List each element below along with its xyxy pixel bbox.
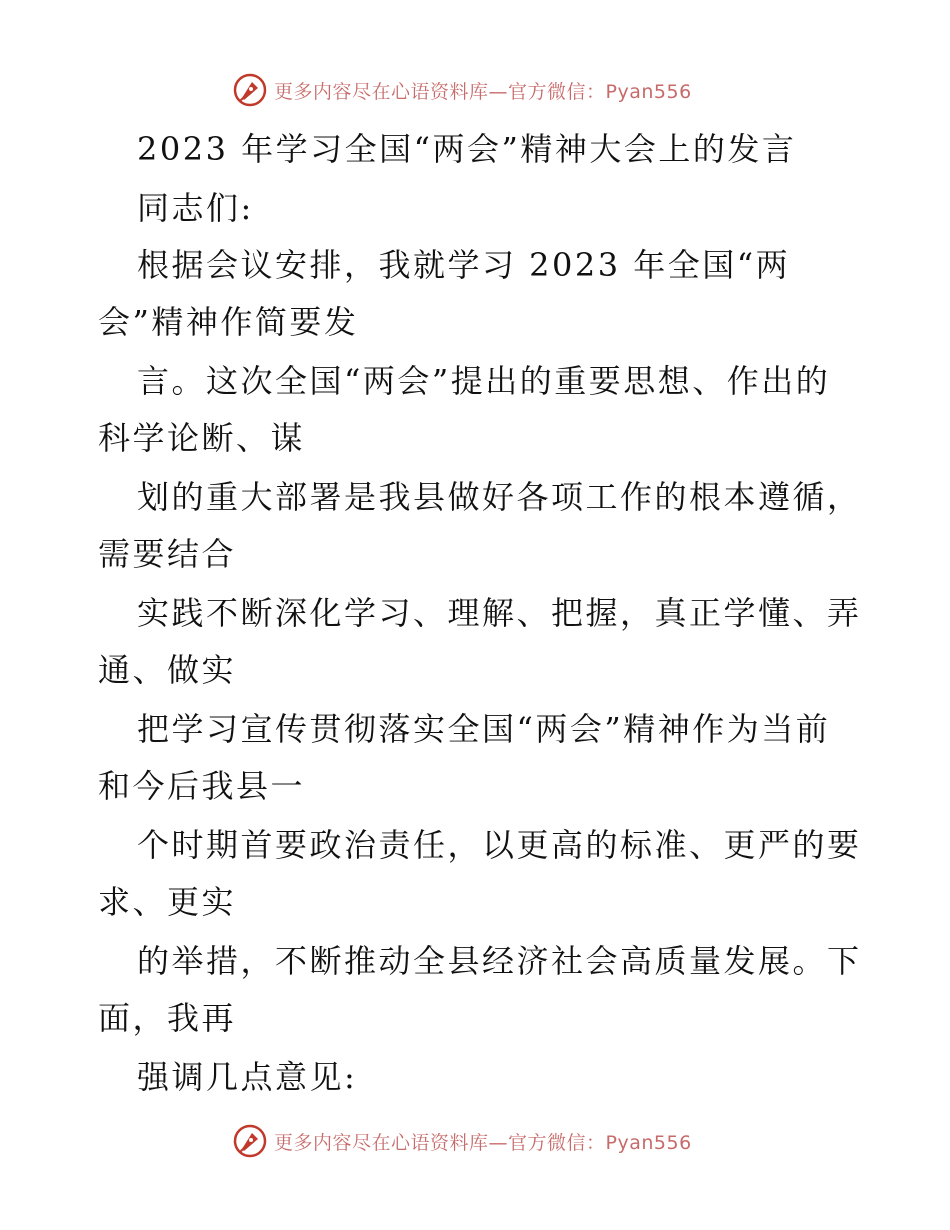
text-line: 个时期首要政治责任，以更高的标准、更严的要 — [137, 826, 862, 864]
text-line: 会”精神作简要发 — [98, 303, 359, 341]
text-line: 的举措，不断推动全县经济社会高质量发展。下 — [137, 942, 862, 980]
pen-nib-circle-icon — [232, 72, 268, 108]
footer-watermark — [232, 1121, 752, 1161]
text-line: 实践不断深化学习、理解、把握，真正学懂、弄 — [137, 594, 862, 632]
text-line: 划的重大部署是我县做好各项工作的根本遵循， — [137, 478, 862, 516]
document-title: 2023 年学习全国“两会”精神大会上的发言 — [137, 130, 797, 168]
text-line: 强调几点意见: — [137, 1058, 358, 1096]
watermark-text: 更多内容尽在心语资料库—官方微信：Pyan556 — [274, 1131, 692, 1154]
pen-nib-circle-icon — [232, 1123, 268, 1159]
header-watermark — [232, 70, 752, 110]
text-line: 把学习宣传贯彻落实全国“两会”精神作为当前 — [137, 710, 831, 748]
text-line: 根据会议安排，我就学习 2023 年全国“两 — [137, 246, 791, 284]
text-line: 求、更实 — [98, 883, 237, 921]
salutation: 同志们: — [137, 189, 254, 227]
text-line: 言。这次全国“两会”提出的重要思想、作出的 — [137, 362, 831, 400]
text-line: 面，我再 — [98, 999, 237, 1037]
text-line: 通、做实 — [98, 651, 237, 689]
text-line: 和今后我县一 — [98, 767, 306, 805]
text-line: 科学论断、谋 — [98, 419, 306, 457]
text-line: 需要结合 — [98, 535, 237, 573]
watermark-text: 更多内容尽在心语资料库—官方微信：Pyan556 — [274, 80, 692, 103]
